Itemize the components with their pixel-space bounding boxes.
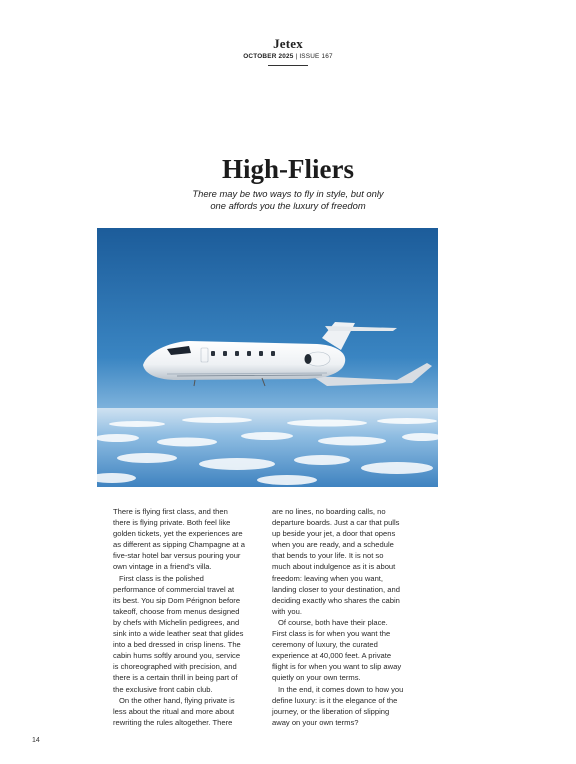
body-line: freedom: leaving when you want, xyxy=(272,573,384,583)
masthead xyxy=(0,36,576,66)
brand-name: Jetex xyxy=(273,36,303,51)
body-line: There is flying first class, and then xyxy=(113,507,228,516)
page-number: 14 xyxy=(32,737,40,744)
body-line: when you are ready, and a schedule xyxy=(272,540,394,550)
body-line: rewriting the rules altogether. There xyxy=(113,717,233,727)
body-line: much about indulgence as it is about xyxy=(272,562,396,572)
body-line: performance of commercial travel at xyxy=(113,584,235,594)
body-line: up beside your jet, a door that opens xyxy=(272,529,396,539)
masthead-rule xyxy=(268,65,308,66)
body-line: In the end, it comes down to how you xyxy=(278,684,404,694)
body-line: into a bed dressed in crisp linens. The xyxy=(113,640,241,650)
issue-number: ISSUE 167 xyxy=(299,53,333,60)
issue-separator: | xyxy=(293,53,300,60)
body-line: by chefs with Michelin pedigrees, and xyxy=(113,617,240,627)
article-title: High-Fliers xyxy=(222,154,354,184)
article-standfirst xyxy=(0,188,576,211)
article-body-left-column xyxy=(113,506,271,728)
private-jet-photo xyxy=(97,228,438,487)
body-line: golden tickets, yet the experiences are xyxy=(113,529,243,539)
body-line: takeoff, choose from menus designed xyxy=(113,606,240,616)
body-line: there is a certain thrill in being part of xyxy=(113,673,238,683)
standfirst-line: There may be two ways to fly in style, but only xyxy=(192,188,384,199)
body-line: five-star hotel bar versus pouring your xyxy=(113,551,241,561)
body-line: the exclusive front cabin club. xyxy=(113,684,213,694)
body-line: define luxury: is it the elegance of the xyxy=(272,695,398,705)
body-line: is choreographed with precision, and xyxy=(113,662,237,672)
body-line: own vintage in a friend’s villa. xyxy=(113,562,212,572)
body-line: are no lines, no boarding calls, no xyxy=(272,507,386,516)
body-line: with you. xyxy=(272,606,302,616)
body-line: On the other hand, flying private is xyxy=(119,695,235,705)
body-line: its best. You sip Dom Pérignon before xyxy=(113,595,241,605)
issue-date: OCTOBER 2025 xyxy=(243,53,294,60)
body-line: journey, or the liberation of slipping xyxy=(272,706,390,716)
body-line: deciding exactly who shares the cabin xyxy=(272,595,400,605)
body-line: ceremony of luxury, the curated xyxy=(272,640,378,650)
body-line: quietly on your own terms. xyxy=(272,673,361,683)
body-line: experience at 40,000 feet. A private xyxy=(272,651,392,661)
body-line: less about the ritual and more about xyxy=(113,706,235,716)
article-body-right-column xyxy=(272,506,430,728)
body-line: Of course, both have their place. xyxy=(278,617,388,627)
body-line: sink into a wide leather seat that glides xyxy=(113,629,244,639)
body-line: as different as sipping Champagne at a xyxy=(113,540,245,550)
body-line: there is flying private. Both feel like xyxy=(113,518,231,528)
issue-line xyxy=(0,53,576,60)
body-line: that bends to your life. It is not so xyxy=(272,551,384,561)
jet-over-clouds-illustration xyxy=(97,228,438,487)
body-line: cabin hums softly around you, service xyxy=(113,651,241,661)
body-line: away on your own terms? xyxy=(272,717,359,727)
body-line: departure boards. Just a car that pulls xyxy=(272,518,400,528)
body-line: flight is for when you want to slip away xyxy=(272,662,402,672)
body-line: First class is the polished xyxy=(119,573,204,583)
body-line: landing closer to your destination, and xyxy=(272,584,400,594)
body-line: First class is for when you want the xyxy=(272,629,391,639)
standfirst-line: one affords you the luxury of freedom xyxy=(210,199,366,211)
